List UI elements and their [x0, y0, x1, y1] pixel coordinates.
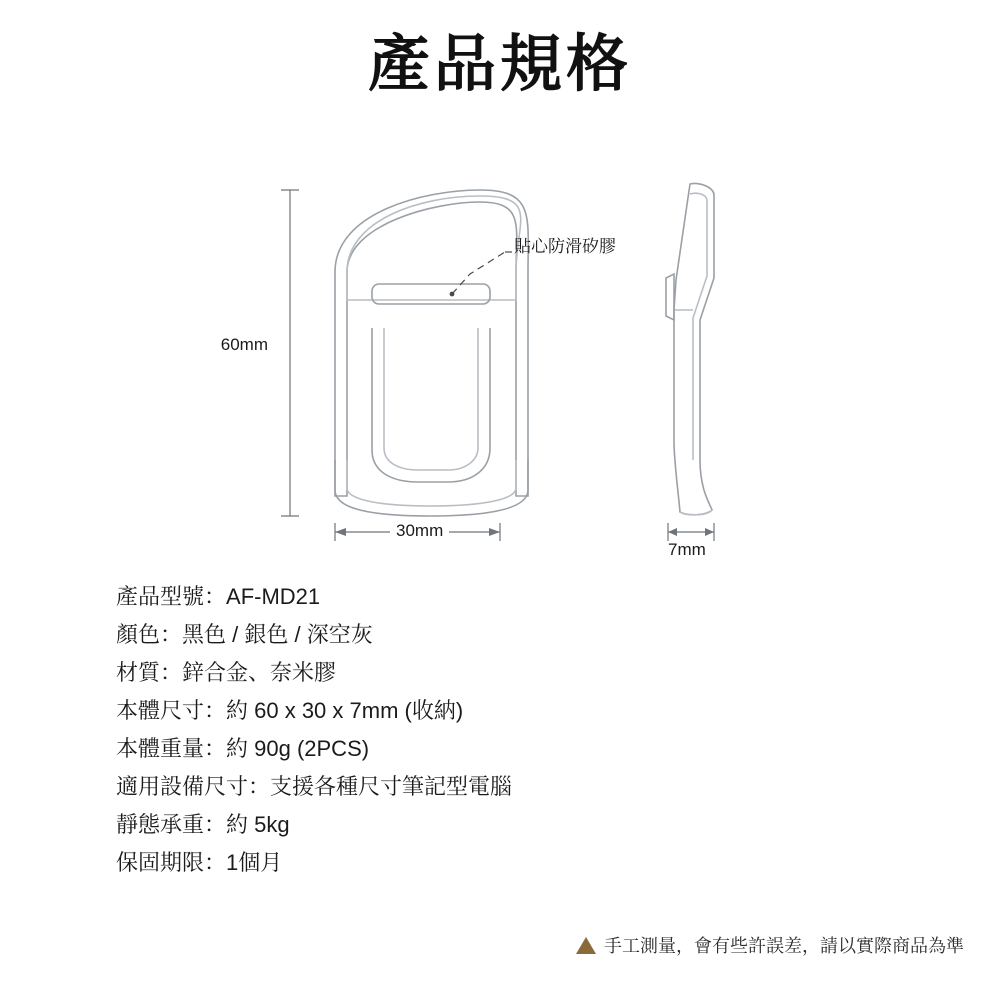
silicone-pad-callout-label: 貼心防滑矽膠: [514, 237, 616, 256]
spec-key: 本體重量：: [116, 736, 227, 761]
spec-key: 適用設備尺寸：: [116, 774, 271, 799]
spec-value: 黑色 / 銀色 / 深空灰: [182, 622, 373, 647]
spec-list: [116, 578, 896, 882]
spec-row: [116, 730, 896, 768]
spec-value: AF-MD21: [226, 584, 321, 609]
spec-row: [116, 844, 896, 882]
diagram-svg: [0, 160, 1000, 580]
spec-key: 保固期限：: [116, 850, 227, 875]
footer-note-text: 手工測量，會有些許誤差，請以實際商品為準: [604, 936, 964, 956]
spec-key: 靜態承重：: [116, 812, 227, 837]
spec-row: [116, 692, 896, 730]
warning-triangle-icon: [576, 937, 596, 954]
spec-value: 約 90g (2PCS): [226, 736, 370, 761]
side-thickness-dimension-label: 7mm: [668, 540, 706, 559]
product-diagram: [0, 160, 1000, 580]
spec-row: [116, 768, 896, 806]
spec-value: 約 5kg: [226, 812, 290, 837]
spec-value: 支援各種尺寸筆記型電腦: [270, 774, 513, 799]
page-title: 產品規格: [367, 30, 632, 99]
front-height-dimension-label: 60mm: [220, 335, 268, 354]
spec-value: 約 60 x 30 x 7mm (收納): [226, 698, 464, 723]
spec-row: [116, 654, 896, 692]
spec-value: 鋅合金、奈米膠: [182, 660, 337, 685]
spec-key: 產品型號：: [116, 584, 227, 609]
footer-note: [0, 932, 1000, 958]
spec-key: 材質：: [116, 660, 183, 685]
spec-row: [116, 578, 896, 616]
spec-value: 1個月: [226, 850, 283, 875]
spec-row: [116, 806, 896, 844]
spec-row: [116, 616, 896, 654]
front-width-dimension-label: 30mm: [390, 521, 449, 541]
spec-key: 顏色：: [116, 622, 183, 647]
spec-key: 本體尺寸：: [116, 698, 227, 723]
